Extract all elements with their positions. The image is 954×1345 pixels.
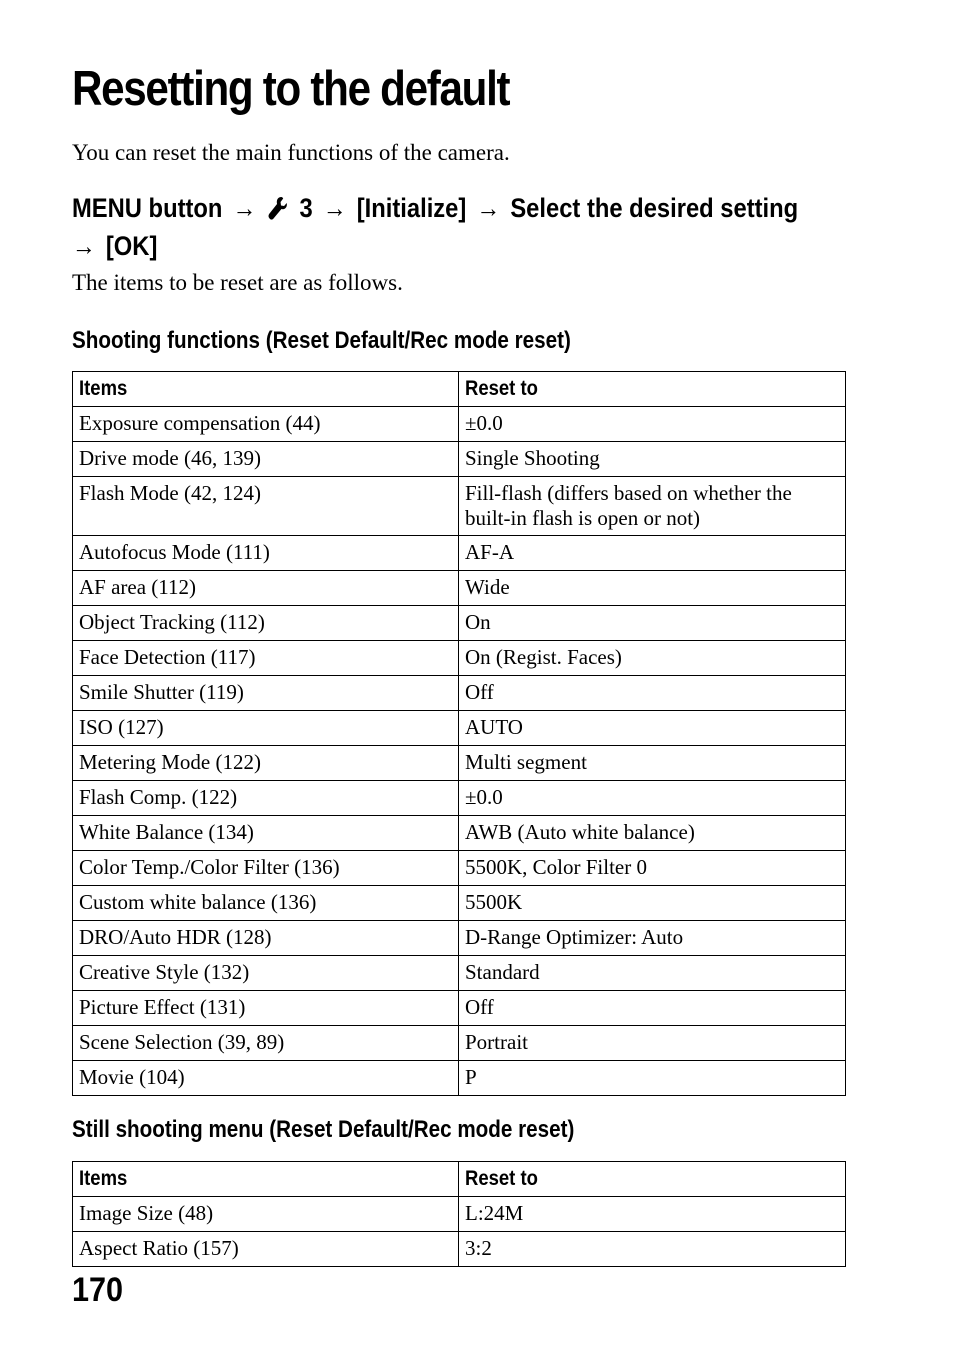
item-cell: Creative Style (132) (73, 956, 459, 991)
reset-value-cell: Multi segment (459, 746, 846, 781)
items-intro-text: The items to be reset are as follows. (72, 270, 403, 295)
reset-value-cell: AF-A (459, 536, 846, 571)
table-row (73, 477, 846, 536)
column-header-reset-to: Reset to (459, 1162, 846, 1197)
table-row (73, 606, 846, 641)
table-body (73, 407, 846, 1096)
item-cell: Smile Shutter (119) (73, 676, 459, 711)
menu-step: 3 (299, 193, 313, 223)
table-row (73, 536, 846, 571)
table-row (73, 442, 846, 477)
item-cell: Scene Selection (39, 89) (73, 1026, 459, 1061)
reset-value-cell: Wide (459, 571, 846, 606)
reset-value-cell: ±0.0 (459, 781, 846, 816)
table-row (73, 956, 846, 991)
reset-value-cell: D-Range Optimizer: Auto (459, 921, 846, 956)
menu-step: [OK] (105, 231, 158, 261)
item-cell: Face Detection (117) (73, 641, 459, 676)
item-cell: AF area (112) (73, 571, 459, 606)
reset-value-cell: 5500K, Color Filter 0 (459, 851, 846, 886)
reset-value-cell: Fill-flash (differs based on whether the built-in flash is open or not) (459, 477, 846, 536)
table-row (73, 746, 846, 781)
reset-value-cell: On (459, 606, 846, 641)
menu-path-line-2 (72, 229, 776, 264)
section-heading: Shooting functions (Reset Default/Rec mode reset) (72, 327, 571, 354)
intro-text: You can reset the main functions of the camera. (72, 140, 510, 165)
reset-value-cell: Portrait (459, 1026, 846, 1061)
item-cell: Picture Effect (131) (73, 991, 459, 1026)
reset-value-cell: Off (459, 676, 846, 711)
column-header-reset-to: Reset to (459, 372, 846, 407)
reset-table-shooting (72, 371, 846, 1096)
arrow-icon: → (476, 193, 501, 223)
menu-path-line-1 (72, 191, 799, 229)
column-header-items: Items (73, 372, 459, 407)
item-cell: Movie (104) (73, 1061, 459, 1096)
reset-value-cell: 3:2 (459, 1232, 846, 1267)
menu-step: MENU button (72, 193, 223, 223)
item-cell: Color Temp./Color Filter (136) (73, 851, 459, 886)
table-row (73, 1061, 846, 1096)
reset-value-cell: L:24M (459, 1197, 846, 1232)
item-cell: White Balance (134) (73, 816, 459, 851)
item-cell: Flash Mode (42, 124) (73, 477, 459, 536)
reset-value-cell: On (Regist. Faces) (459, 641, 846, 676)
table-row (73, 1197, 846, 1232)
reset-table-still (72, 1161, 846, 1267)
table-row (73, 1026, 846, 1061)
menu-path (72, 191, 799, 264)
page-title: Resetting to the default (72, 62, 510, 116)
menu-step: [Initialize] (356, 193, 467, 223)
column-header-items: Items (73, 1162, 459, 1197)
table-header-row (73, 372, 846, 407)
item-cell: Metering Mode (122) (73, 746, 459, 781)
reset-value-cell: Single Shooting (459, 442, 846, 477)
page-number: 170 (72, 1271, 124, 1309)
table-row (73, 886, 846, 921)
item-cell: Flash Comp. (122) (73, 781, 459, 816)
reset-value-cell: AUTO (459, 711, 846, 746)
reset-value-cell: Off (459, 991, 846, 1026)
table-row (73, 676, 846, 711)
table-row (73, 407, 846, 442)
item-cell: Exposure compensation (44) (73, 407, 459, 442)
item-cell: Custom white balance (136) (73, 886, 459, 921)
table-row (73, 816, 846, 851)
table-row (73, 851, 846, 886)
arrow-icon: → (232, 193, 257, 223)
wrench-icon (268, 194, 287, 229)
item-cell: Object Tracking (112) (73, 606, 459, 641)
table-row (73, 1232, 846, 1267)
arrow-icon: → (72, 231, 96, 261)
table-row (73, 711, 846, 746)
reset-value-cell: AWB (Auto white balance) (459, 816, 846, 851)
section-heading: Still shooting menu (Reset Default/Rec mode reset) (72, 1116, 575, 1143)
item-cell: Autofocus Mode (111) (73, 536, 459, 571)
table-row (73, 641, 846, 676)
reset-value-cell: P (459, 1061, 846, 1096)
table-row (73, 921, 846, 956)
item-cell: Image Size (48) (73, 1197, 459, 1232)
table-row (73, 991, 846, 1026)
item-cell: Aspect Ratio (157) (73, 1232, 459, 1267)
table-row (73, 781, 846, 816)
table-header-row (73, 1162, 846, 1197)
reset-value-cell: 5500K (459, 886, 846, 921)
item-cell: Drive mode (46, 139) (73, 442, 459, 477)
menu-step: Select the desired setting (510, 193, 799, 223)
item-cell: DRO/Auto HDR (128) (73, 921, 459, 956)
table-row (73, 571, 846, 606)
arrow-icon: → (322, 193, 347, 223)
reset-value-cell: ±0.0 (459, 407, 846, 442)
item-cell: ISO (127) (73, 711, 459, 746)
reset-value-cell: Standard (459, 956, 846, 991)
table-body (73, 1197, 846, 1267)
